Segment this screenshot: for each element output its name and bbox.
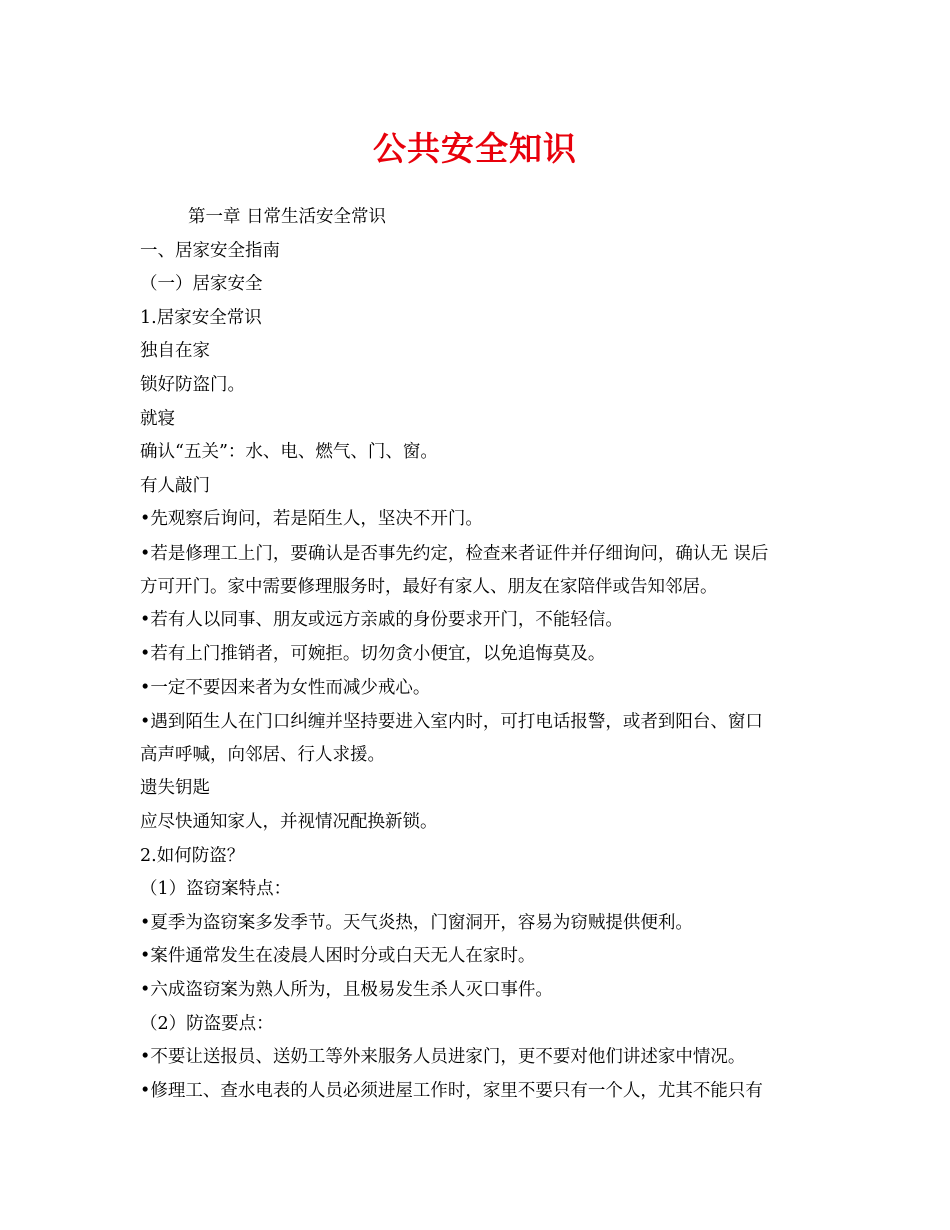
text-line: •若是修理工上门，要确认是否事先约定，检查来者证件并仔细询问，确认无 误后 bbox=[140, 543, 769, 564]
text-line: （一）居家安全 bbox=[140, 274, 263, 295]
text-line: 应尽快通知家人，并视情况配换新锁。 bbox=[140, 812, 438, 833]
text-line: •一定不要因来者为女性而减少戒心。 bbox=[140, 677, 431, 698]
document-title: 公共安全知识 bbox=[373, 129, 577, 168]
text-line: •不要让送报员、送奶工等外来服务人员进家门，更不要对他们讲述家中情况。 bbox=[140, 1047, 746, 1068]
text-line: 一、居家安全指南 bbox=[140, 240, 280, 261]
text-line: •案件通常发生在凌晨人困时分或白天无人在家时。 bbox=[140, 946, 536, 967]
text-line: 方可开门。家中需要修理服务时，最好有家人、朋友在家陪伴或告知邻居。 bbox=[140, 577, 718, 598]
text-line: （2）防盗要点： bbox=[140, 1013, 274, 1034]
text-line: •六成盗窃案为熟人所为，且极易发生杀人灭口事件。 bbox=[140, 980, 553, 1001]
text-line: 2.如何防盗？ bbox=[140, 845, 245, 866]
text-line: •若有人以同事、朋友或远方亲戚的身份要求开门，不能轻信。 bbox=[140, 610, 623, 631]
text-line: 遗失钥匙 bbox=[140, 778, 210, 799]
text-line: 锁好防盗门。 bbox=[140, 374, 245, 395]
text-line: •修理工、查水电表的人员必须进屋工作时，家里不要只有一个人，尤其不能只有 bbox=[140, 1080, 763, 1101]
text-line: 确认“五关”：水、电、燃气、门、窗。 bbox=[140, 442, 438, 463]
text-line: 高声呼喊，向邻居、行人求援。 bbox=[140, 745, 385, 766]
text-line: 就寝 bbox=[140, 408, 175, 429]
text-line: •若有上门推销者，可婉拒。切勿贪小便宜，以免追悔莫及。 bbox=[140, 643, 606, 664]
text-line: 有人敲门 bbox=[140, 475, 210, 496]
text-line: •遇到陌生人在门口纠缠并坚持要进入室内时，可打电话报警，或者到阳台、窗口 bbox=[140, 712, 763, 733]
text-line: 1.居家安全常识 bbox=[140, 307, 262, 328]
text-line: •夏季为盗窃案多发季节。天气炎热，门窗洞开，容易为窃贼提供便利。 bbox=[140, 912, 693, 933]
chapter-heading: 第一章 日常生活安全常识 bbox=[188, 207, 387, 227]
document-body bbox=[140, 201, 810, 1108]
text-line: •先观察后询问，若是陌生人，坚决不开门。 bbox=[140, 509, 483, 530]
text-line: 独自在家 bbox=[140, 341, 210, 362]
text-line: （1）盗窃案特点： bbox=[140, 879, 292, 900]
